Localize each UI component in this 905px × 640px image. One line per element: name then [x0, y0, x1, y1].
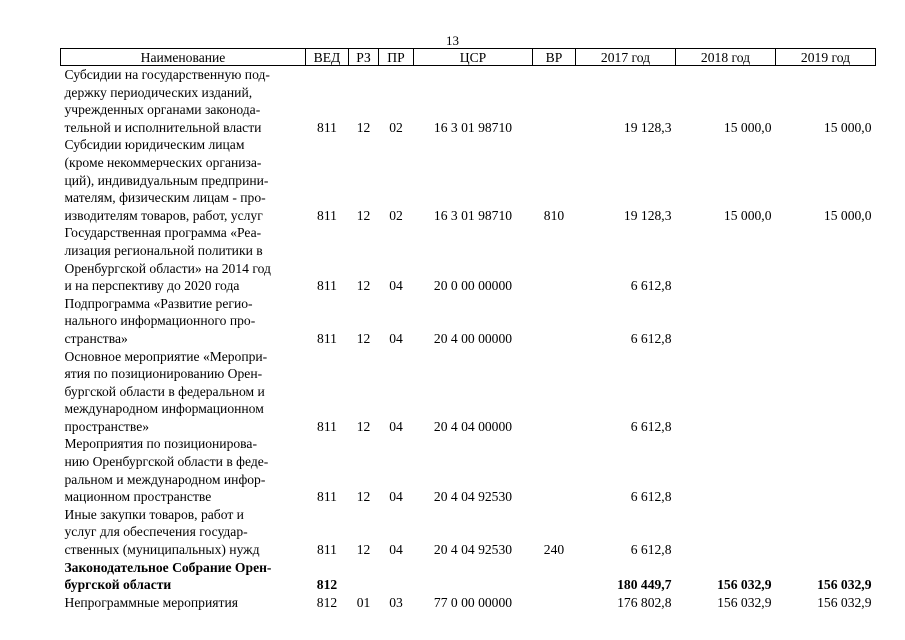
header-vr: ВР: [533, 49, 576, 66]
row-pr: 04: [389, 278, 403, 294]
row-vr: [533, 559, 576, 594]
row-name-line: Мероприятия по позиционирова-: [64, 436, 257, 452]
row-name: [61, 224, 306, 294]
row-y2019: 15 000,0: [823, 207, 872, 223]
row-name-line: Оренбургской области» на 2014 год: [64, 260, 271, 276]
row-y2019: 156 032,9: [817, 594, 872, 610]
row-pr: 04: [389, 330, 403, 346]
row-name-line: ственных (муниципальных) нужд: [64, 542, 260, 558]
row-csr: 16 3 01 98710: [433, 119, 513, 135]
row-ved: 812: [316, 577, 338, 593]
table-row: [61, 594, 876, 612]
row-rz: 12: [356, 418, 371, 434]
row-name-line: бургской области: [64, 577, 172, 593]
row-y2018: 15 000,0: [723, 119, 772, 135]
row-ved: 811: [317, 542, 337, 558]
row-rz: 12: [356, 278, 371, 294]
table-row: [61, 224, 876, 294]
row-name-line: Иные закупки товаров, работ и: [64, 506, 244, 522]
row-vr: 240: [543, 542, 565, 558]
row-rz: 12: [356, 542, 371, 558]
row-name: [61, 66, 306, 137]
row-name-line: ральном и международном инфор-: [64, 471, 266, 487]
row-pr: 03: [389, 594, 403, 610]
row-csr: 20 4 04 92530: [433, 542, 513, 558]
row-ved: 812: [316, 594, 338, 610]
header-csr: ЦСР: [414, 49, 533, 66]
row-y2018: [676, 295, 776, 348]
row-name-line: ций), индивидуальным предприни-: [64, 172, 269, 188]
header-2017: 2017 год: [576, 49, 676, 66]
page-number: 13: [446, 33, 459, 48]
row-name-line: Непрограммные мероприятия: [64, 594, 238, 610]
row-csr: 20 4 00 00000: [433, 330, 513, 346]
table-row: [61, 295, 876, 348]
row-pr: 04: [389, 418, 403, 434]
row-y2017: 19 128,3: [623, 119, 672, 135]
row-vr: [533, 295, 576, 348]
row-y2019: [776, 435, 876, 505]
row-name-line: нию Оренбургской области в феде-: [64, 454, 269, 470]
budget-table: [60, 48, 876, 611]
row-csr: 20 4 04 00000: [433, 418, 513, 434]
row-rz: 12: [356, 330, 371, 346]
row-y2017: 6 612,8: [630, 330, 672, 346]
row-y2018: [676, 435, 776, 505]
row-y2018: 156 032,9: [717, 577, 772, 593]
row-name-line: лизация региональной политики в: [64, 242, 263, 258]
header-ved: ВЕД: [306, 49, 349, 66]
row-pr: 02: [389, 207, 403, 223]
row-csr: 77 0 00 00000: [433, 594, 513, 610]
row-name: [61, 295, 306, 348]
row-name-line: учрежденных органами законода-: [64, 102, 261, 118]
row-name-line: Законодательное Собрание Орен-: [64, 559, 272, 575]
row-name-line: нального информационного про-: [64, 313, 256, 329]
row-vr: [533, 435, 576, 505]
row-name-line: ятия по позиционированию Орен-: [64, 366, 263, 382]
header-2018: 2018 год: [676, 49, 776, 66]
row-y2019: 15 000,0: [823, 119, 872, 135]
header-pr: ПР: [379, 49, 414, 66]
row-y2018: [676, 506, 776, 559]
row-name: [61, 594, 306, 612]
table-row: [61, 506, 876, 559]
row-csr: 20 4 04 92530: [433, 489, 513, 505]
row-pr: 04: [389, 489, 403, 505]
row-name: [61, 348, 306, 436]
row-name: [61, 506, 306, 559]
row-name-line: Субсидии на государственную под-: [64, 67, 270, 82]
row-y2019: [776, 295, 876, 348]
row-y2018: [676, 348, 776, 436]
row-vr: 810: [543, 207, 565, 223]
row-name: [61, 136, 306, 224]
row-name-line: услуг для обеспечения государ-: [64, 524, 248, 540]
table-row: [61, 66, 876, 137]
row-vr: [533, 594, 576, 612]
row-name-line: мационном пространстве: [64, 489, 212, 505]
row-rz: 12: [356, 119, 371, 135]
header-rz: РЗ: [349, 49, 379, 66]
row-csr: [414, 559, 533, 594]
row-y2019: [776, 506, 876, 559]
row-name: [61, 435, 306, 505]
row-y2019: 156 032,9: [817, 577, 872, 593]
row-name-line: изводителям товаров, работ, услуг: [64, 207, 263, 223]
row-vr: [533, 66, 576, 137]
row-y2017: 180 449,7: [617, 577, 672, 593]
row-ved: 811: [317, 489, 337, 505]
row-rz: [349, 559, 379, 594]
row-name-line: (кроме некоммерческих организа-: [64, 154, 262, 170]
row-y2017: 6 612,8: [630, 278, 672, 294]
row-csr: 16 3 01 98710: [433, 207, 513, 223]
row-name-line: тельной и исполнительной власти: [64, 119, 262, 135]
row-pr: 02: [389, 119, 403, 135]
row-y2018: 156 032,9: [717, 594, 772, 610]
header-name: Наименование: [61, 49, 306, 66]
row-y2019: [776, 224, 876, 294]
row-rz: 01: [356, 594, 371, 610]
row-name-line: мателям, физическим лицам - про-: [64, 190, 266, 206]
row-y2017: 6 612,8: [630, 489, 672, 505]
table-row: [61, 136, 876, 224]
header-2019: 2019 год: [776, 49, 876, 66]
row-ved: 811: [317, 207, 337, 223]
row-ved: 811: [317, 418, 337, 434]
row-csr: 20 0 00 00000: [433, 278, 513, 294]
row-name: [61, 559, 306, 594]
row-pr: [379, 559, 414, 594]
row-name-line: Подпрограмма «Развитие регио-: [64, 295, 253, 311]
row-y2017: 6 612,8: [630, 542, 672, 558]
row-ved: 811: [317, 330, 337, 346]
row-y2018: 15 000,0: [723, 207, 772, 223]
row-y2017: 19 128,3: [623, 207, 672, 223]
table-row: [61, 559, 876, 594]
row-pr: 04: [389, 542, 403, 558]
row-name-line: Основное мероприятие «Меропри-: [64, 348, 268, 364]
row-y2017: 6 612,8: [630, 418, 672, 434]
row-y2017: 176 802,8: [617, 594, 672, 610]
row-name-line: держку периодических изданий,: [64, 84, 253, 100]
row-name-line: пространстве»: [64, 418, 150, 434]
row-rz: 12: [356, 489, 371, 505]
row-vr: [533, 348, 576, 436]
table-row: [61, 435, 876, 505]
row-rz: 12: [356, 207, 371, 223]
row-ved: 811: [317, 119, 337, 135]
row-name-line: Государственная программа «Реа-: [64, 225, 262, 241]
table-row: [61, 348, 876, 436]
row-name-line: странства»: [64, 330, 128, 346]
row-name-line: Субсидии юридическим лицам: [64, 137, 245, 153]
row-ved: 811: [317, 278, 337, 294]
row-name-line: и на перспективу до 2020 года: [64, 278, 240, 294]
row-y2018: [676, 224, 776, 294]
row-vr: [533, 224, 576, 294]
row-name-line: бургской области в федеральном и: [64, 383, 265, 399]
table-header-row: [61, 49, 876, 66]
row-name-line: международном информационном: [64, 401, 264, 417]
row-y2019: [776, 348, 876, 436]
